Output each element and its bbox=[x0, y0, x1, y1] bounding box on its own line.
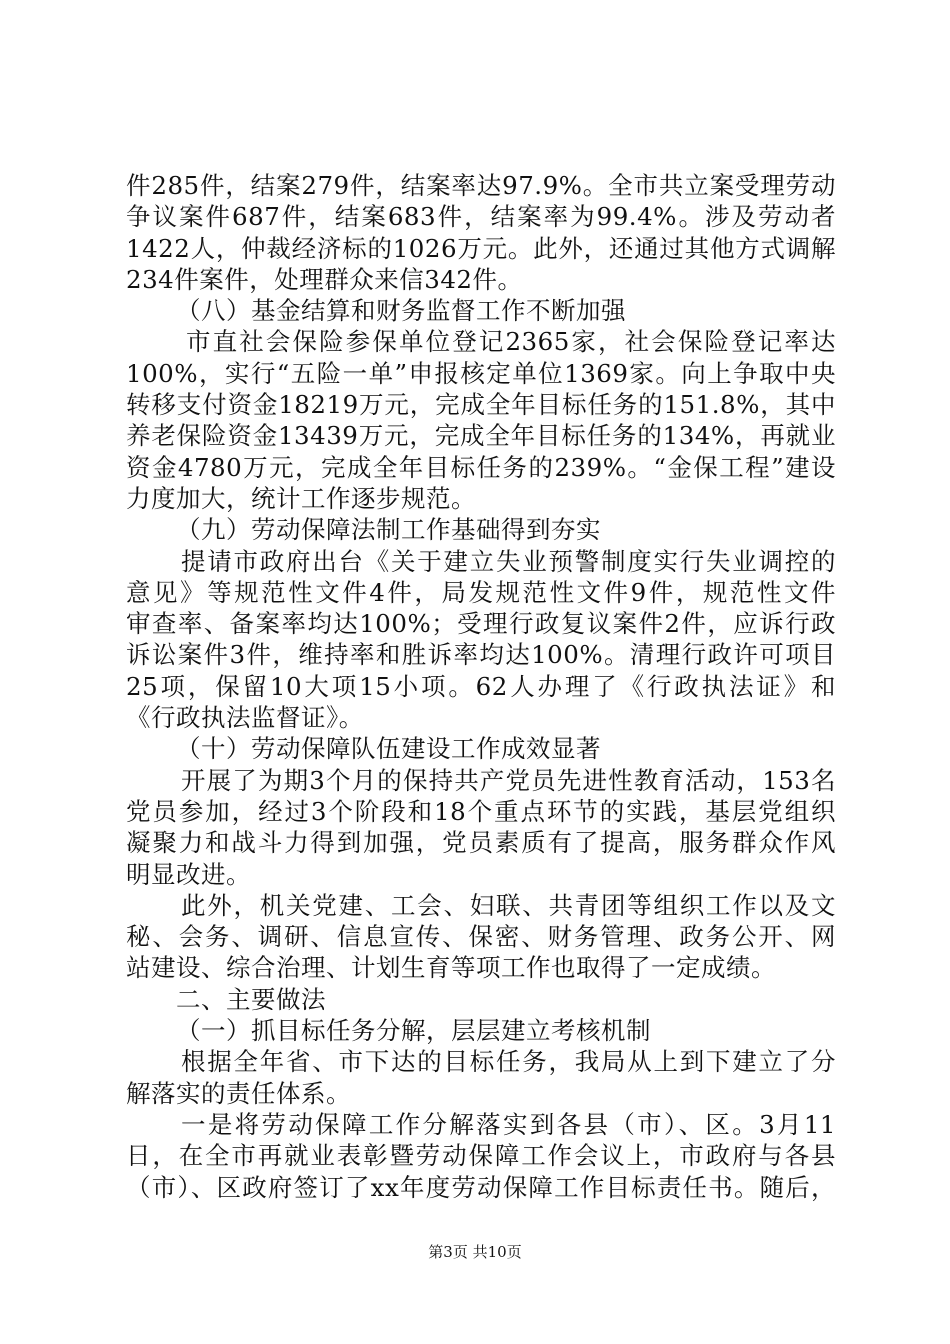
section-heading: （一）抓目标任务分解，层层建立考核机制 bbox=[176, 1016, 651, 1046]
text-line: 转移支付资金18219万元，完成全年目标任务的151.8%，其中 bbox=[126, 390, 836, 420]
text-line: 意见》等规范性文件4件，局发规范性文件9件，规范性文件 bbox=[126, 577, 836, 607]
text-line: 解落实的责任体系。 bbox=[126, 1078, 351, 1108]
text-line: 秘、会务、调研、信息宣传、保密、财务管理、政务公开、网 bbox=[126, 922, 836, 952]
text-line: 开展了为期3个月的保持共产党员先进性教育活动，153名 bbox=[181, 765, 836, 795]
text-line: （市）、区政府签订了xx年度劳动保障工作目标责任书。随后， bbox=[126, 1172, 836, 1202]
text-line: 1422人，仲裁经济标的1026万元。此外，还通过其他方式调解 bbox=[126, 233, 836, 263]
text-line: 234件案件，处理群众来信342件。 bbox=[126, 264, 523, 294]
page-number: 第3页 共10页 bbox=[428, 1243, 522, 1261]
section-heading: （十）劳动保障队伍建设工作成效显著 bbox=[176, 734, 601, 764]
text-line: 党员参加，经过3个阶段和18个重点环节的实践，基层党组织 bbox=[126, 796, 836, 826]
document-body bbox=[126, 170, 836, 1203]
text-line: 25项，保留10大项15小项。62人办理了《行政执法证》和 bbox=[126, 671, 836, 701]
text-line: 提请市政府出台《关于建立失业预警制度实行失业调控的 bbox=[181, 546, 836, 576]
section-heading: 二、主要做法 bbox=[176, 984, 326, 1014]
text-line: 资金4780万元，完成全年目标任务的239%。“金保工程”建设 bbox=[126, 452, 836, 482]
text-line: 100%，实行“五险一单”申报核定单位1369家。向上争取中央 bbox=[126, 358, 836, 388]
text-line: 养老保险资金13439万元，完成全年目标任务的134%，再就业 bbox=[126, 421, 836, 451]
text-line: 明显改进。 bbox=[126, 859, 251, 889]
text-line: 件285件，结案279件，结案率达97.9%。全市共立案受理劳动 bbox=[126, 171, 836, 200]
text-line: 站建设、综合治理、计划生育等项工作也取得了一定成绩。 bbox=[126, 953, 776, 983]
text-line: 凝聚力和战斗力得到加强，党员素质有了提高，服务群众作风 bbox=[126, 828, 836, 858]
text-line: 《行政执法监督证》。 bbox=[126, 703, 364, 733]
text-line: 力度加大，统计工作逐步规范。 bbox=[126, 483, 476, 513]
section-heading: （八）基金结算和财务监督工作不断加强 bbox=[176, 296, 626, 326]
text-line: 审查率、备案率均达100%；受理行政复议案件2件，应诉行政 bbox=[126, 609, 836, 639]
text-line: 日，在全市再就业表彰暨劳动保障工作会议上，市政府与各县 bbox=[126, 1141, 836, 1171]
text-line: 根据全年省、市下达的目标任务，我局从上到下建立了分 bbox=[181, 1047, 836, 1077]
text-line: 争议案件687件，结案683件，结案率为99.4%。涉及劳动者 bbox=[126, 202, 836, 232]
text-line: 市直社会保险参保单位登记2365家，社会保险登记率达 bbox=[186, 327, 836, 357]
section-heading: （九）劳动保障法制工作基础得到夯实 bbox=[176, 515, 601, 545]
text-line: 一是将劳动保障工作分解落实到各县（市）、区。3月11 bbox=[181, 1109, 836, 1139]
text-line: 此外，机关党建、工会、妇联、共青团等组织工作以及文 bbox=[181, 890, 836, 920]
text-line: 诉讼案件3件，维持率和胜诉率均达100%。清理行政许可项目 bbox=[126, 640, 836, 670]
